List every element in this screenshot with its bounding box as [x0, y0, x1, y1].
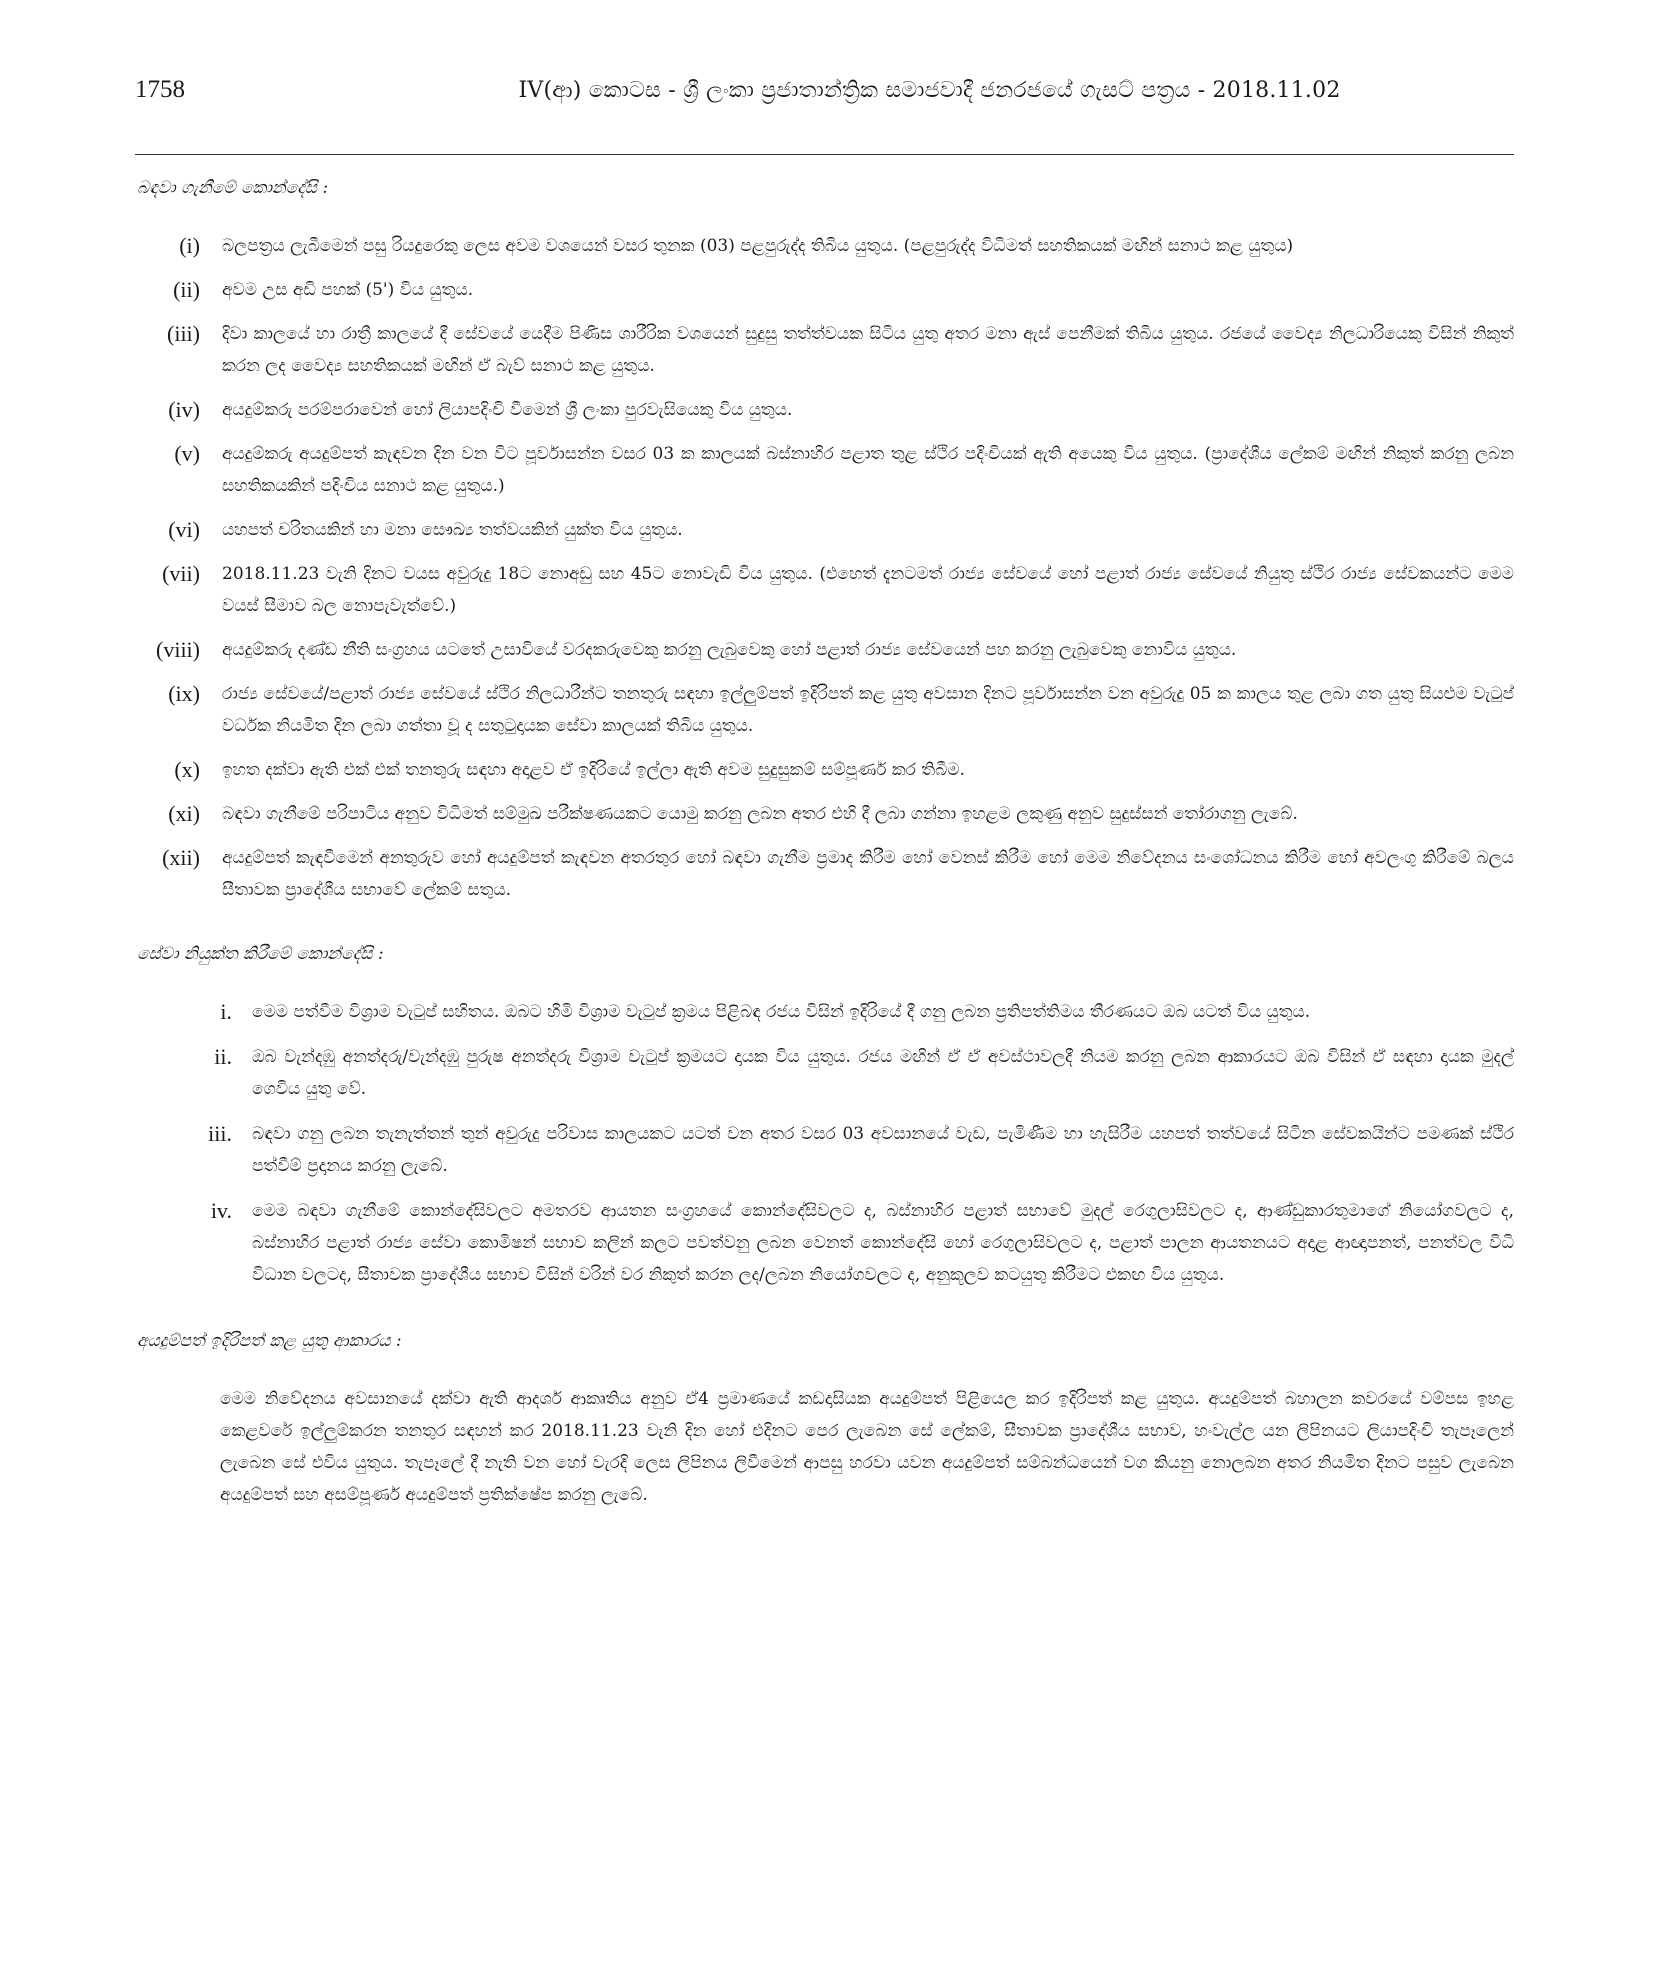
list-item — [135, 754, 1514, 786]
item-number: (xi) — [168, 801, 200, 826]
section-heading: බඳවා ගැනීමේ කොන්දේසි : — [137, 178, 329, 198]
item-number: (x) — [174, 757, 200, 782]
section-heading: සේවා නියුක්ත කිරීමේ කොන්දේසි : — [137, 944, 384, 964]
item-number: ii. — [214, 1044, 232, 1069]
list-item — [135, 842, 1514, 906]
section-heading: අයදුම්පත් ඉදිරිපත් කළ යුතු ආකාරය : — [137, 1331, 402, 1351]
item-text: ඉහත දක්වා ඇති එක් එක් තනතුරු සඳහා අදාළව ඒ ඉදිරියේ ඉල්ලා ඇති අවම සුදුසුකම් සම්පූර්ණ කර තිබීම. — [222, 760, 965, 780]
list-item — [135, 438, 1514, 502]
application-method-section — [135, 1331, 1514, 1511]
item-text: ඔබ වැන්දඹු අනත්දරු/වැන්දඹු පුරුෂ අනත්දරු විශ්‍රාම වැටුප් ක්‍රමයට දායක විය යුතුය. රජය මඟින් ඒ ඒ අවස්ථාවලදී නියම කරනු ලබන ආකාරයට ඔබ විසින් ඒ සඳහා දායක මුදල් ගෙවිය යුතු වේ. — [252, 1047, 1514, 1099]
item-text: අවම උස අඩි පහක් (5') විය යුතුය. — [222, 280, 474, 300]
item-number: (ii) — [173, 277, 200, 302]
list-item — [135, 634, 1514, 666]
item-text: රාජ්‍ය සේවයේ/පළාත් රාජ්‍ය සේවයේ ස්ථිර නිලධාරීන්ට තනතුරු සඳහා ඉල්ලුම්පත් ඉදිරිපත් කළ යුතු අවසාන දිනට පූර්වාසන්න වන අවුරුදු 05 ක කාලය තුළ ලබා ගත යුතු සියළුම වැටුප් වර්ධක නියමිත දින ලබා ගත්තා වූ ද සතුටුදායක සේවා කාලයක් තිබිය යුතුය. — [222, 684, 1514, 736]
item-number: (vi) — [168, 517, 200, 542]
recruitment-conditions-section — [135, 178, 1514, 906]
item-text: මෙම පත්වීම විශ්‍රාම වැටුප් සහිතය. ඔබට හිමි විශ්‍රාම වැටුප් ක්‍රමය පිළිබඳ රජය විසින් ඉදිරියේ දී ගනු ලබන ප්‍රතිපත්තිමය තීරණයට ඔබ යටත් විය යුතුය. — [252, 1002, 1311, 1022]
list-item — [135, 514, 1514, 546]
list-item — [135, 558, 1514, 622]
item-text: බඳවා ගැනීමේ පරිපාටිය අනුව විධිමත් සම්මුඛ පරීක්ෂණයකට යොමු කරනු ලබන අතර එහි දී ලබා ගන්නා ඉහළම ලකුණු අනුව සුදුස්සන් තෝරාගනු ලැබේ. — [222, 804, 1298, 824]
list-item — [150, 1041, 1514, 1105]
list-item — [135, 318, 1514, 382]
item-text: අයදුම්කරු දණ්ඩ නීති සංග්‍රහය යටතේ උසාවියේ වරදකරුවෙකු කරනු ලැබුවෙකු හෝ පළාත් රාජ්‍ය සේවයෙන් පහ කරනු ලැබුවෙකු නොවිය යුතුය. — [222, 640, 1237, 660]
item-number: iv. — [210, 1198, 232, 1223]
item-number: i. — [220, 999, 232, 1024]
item-number: (i) — [179, 233, 200, 258]
item-text: මෙම බඳවා ගැනීමේ කොන්දේසිවලට අමතරව ආයතන සංග්‍රහයේ කොන්දේසිවලට ද, බස්නාහිර පළාත් සභාවේ මුදල් රෙගුලාසිවලට ද, ආණ්ඩුකාරතුමාගේ නියෝගවලට ද, බස්නාහිර පළාත් රාජ්‍ය සේවා කොමිෂන් සභාව කලින් කලට පවත්වනු ලබන වෙනත් කොන්දේසි හෝ රෙගුලාසිවලට ද, පළාත් පාලන ආයතනයට අදාළ ආඥාපනත්, පනත්වල විධි විධාන වලටද, සීතාවක ප්‍රාදේශීය සභාව විසින් වරින් වර නිකුත් කරන ලද/ලබන නියෝගවලට ද, අනුකූලව කටයුතු කිරීමට එකඟ විය යුතුය. — [252, 1201, 1514, 1285]
list-item — [135, 798, 1514, 830]
item-text: අයදුම්පත් කැඳවීමෙන් අනතුරුව හෝ අයදුම්පත් කැඳවන අතරතුර හෝ බඳවා ගැනීම ප්‍රමාද කිරීම හෝ වෙනස් කිරීම හෝ මෙම නිවේදනය සංශෝධනය කිරීම හෝ අවලංගු කිරීමේ බලය සීතාවක ප්‍රාදේශීය සභාවේ ලේකම් සතුය. — [222, 848, 1514, 900]
item-number: (xii) — [162, 845, 200, 870]
item-number: (v) — [174, 441, 200, 466]
list-item — [150, 1118, 1514, 1182]
item-text: බලපත්‍රය ලැබීමෙන් පසු රියදුරෙකු ලෙස අවම වශයෙන් වසර තුනක (03) පළපුරුද්ද තිබිය යුතුය. (පළපුරුද්ද විධිමත් සහතිකයක් මඟින් සනාථ කළ යුතුය) — [222, 236, 1294, 256]
item-text: අයදුම්කරු අයදුම්පත් කැඳවන දින වන විට පූර්වාසන්න වසර 03 ක කාලයක් බස්නාහිර පළාත තුළ ස්ථිර පදිංචියක් ඇති අයෙකු විය යුතුය. (ප්‍රාදේශීය ලේකම් මඟින් නිකුත් කරනු ලබන සහතිකයකින් පදිංචිය සනාථ කළ යුතුය.) — [222, 444, 1514, 496]
item-text: 2018.11.23 වැනි දිනට වයස අවුරුදු 18ට නොඅඩු සහ 45ට නොවැඩි විය යුතුය. (එහෙත් දැනටමත් රාජ්‍ය සේවයේ හෝ පළාත් රාජ්‍ය සේවයේ නියුතු ස්ථිර රාජ්‍ය සේවකයන්ට මෙම වයස් සීමාව බල නොපැවැත්වේ.) — [222, 564, 1514, 616]
service-conditions-list — [135, 996, 1514, 1291]
list-item — [150, 1195, 1514, 1291]
page-header — [135, 68, 1514, 114]
item-number: (iii) — [167, 321, 200, 346]
item-number: (vii) — [162, 561, 200, 586]
list-item — [135, 394, 1514, 426]
page-number: 1758 — [135, 76, 185, 103]
item-number: (iv) — [168, 397, 200, 422]
application-paragraph: මෙම නිවේදනය අවසානයේ දක්වා ඇති ආදර්ශ ආකෘතිය අනුව ඒ4 ප්‍රමාණයේ කඩදාසියක අයදුම්පත් පිළියෙල කර ඉදිරිපත් කළ යුතුය. අයදුම්පත් බහාලන කවරයේ වම්පස ඉහළ කෙළවරේ ඉල්ලුම්කරන තනතුර සඳහන් කර 2018.11.23 වැනි දින හෝ එදිනට පෙර ලැබෙන සේ ලේකම්, සීතාවක ප්‍රාදේශීය සභාව, හංවැල්ල යන ලිපිනයට ලියාපදිංචි තැපෑලෙන් ලැබෙන සේ එවිය යුතුය. තැපෑලේ දී නැති වන හෝ වැරදි ලෙස ලිපිනය ලිවීමෙන් ආපසු හරවා යවන අයදුම්පත් සම්බන්ධයෙන් වග කියනු නොලබන අතර නියමිත දිනට පසුව ලැබෙන අයදුම්පත් සහ අසම්පූර්ණ අයදුම්පත් ප්‍රතික්ෂේප කරනු ලැබේ. — [220, 1389, 1514, 1505]
item-number: iii. — [208, 1121, 232, 1146]
item-number: (ix) — [168, 681, 200, 706]
item-text: දිවා කාලයේ හා රාත්‍රී කාලයේ දී සේවයේ යෙදීම පිණිස ශාරීරික වශයෙන් සුදුසු තත්ත්වයක සිටිය යුතු අතර මනා ඇස් පෙනීමක් තිබිය යුතුය. රජයේ වෛද්‍ය නිලධාරියෙකු විසින් නිකුත් කරන ලද වෛද්‍ය සහතිකයක් මඟින් ඒ බැව් සනාථ කළ යුතුය. — [222, 324, 1514, 376]
item-number: (viii) — [156, 637, 200, 662]
item-text: අයදුම්කරු පරම්පරාවෙන් හෝ ලියාපදිංචි වීමෙන් ශ්‍රී ලංකා පුරවැසියෙකු විය යුතුය. — [222, 400, 793, 420]
gazette-title: IV(ආ) කොටස - ශ්‍රී ලංකා ප්‍රජාතාන්ත්‍රික සමාජවාදී ජනරජයේ ගැසට් පත්‍රය - 2018.11.02 — [518, 78, 1341, 103]
list-item — [135, 274, 1514, 306]
list-item — [135, 678, 1514, 742]
service-conditions-section — [135, 944, 1514, 1291]
recruitment-conditions-list — [135, 230, 1514, 906]
item-text: බඳවා ගනු ලබන තැනැත්තන් තුන් අවුරුදු පරිවාස කාලයකට යටත් වන අතර වසර 03 අවසානයේ වැඩ, පැමිණීම හා හැසිරීම යහපත් තත්වයේ සිටින සේවකයින්ට පමණක් ස්ථිර පත්වීම් ප්‍රදානය කරනු ලැබේ. — [252, 1124, 1514, 1176]
list-item — [150, 996, 1514, 1028]
header-rule — [135, 154, 1514, 155]
list-item — [135, 230, 1514, 262]
item-text: යහපත් චරිතයකින් හා මනා සෞඛ්‍ය තත්වයකින් යුක්ත විය යුතුය. — [222, 520, 683, 540]
